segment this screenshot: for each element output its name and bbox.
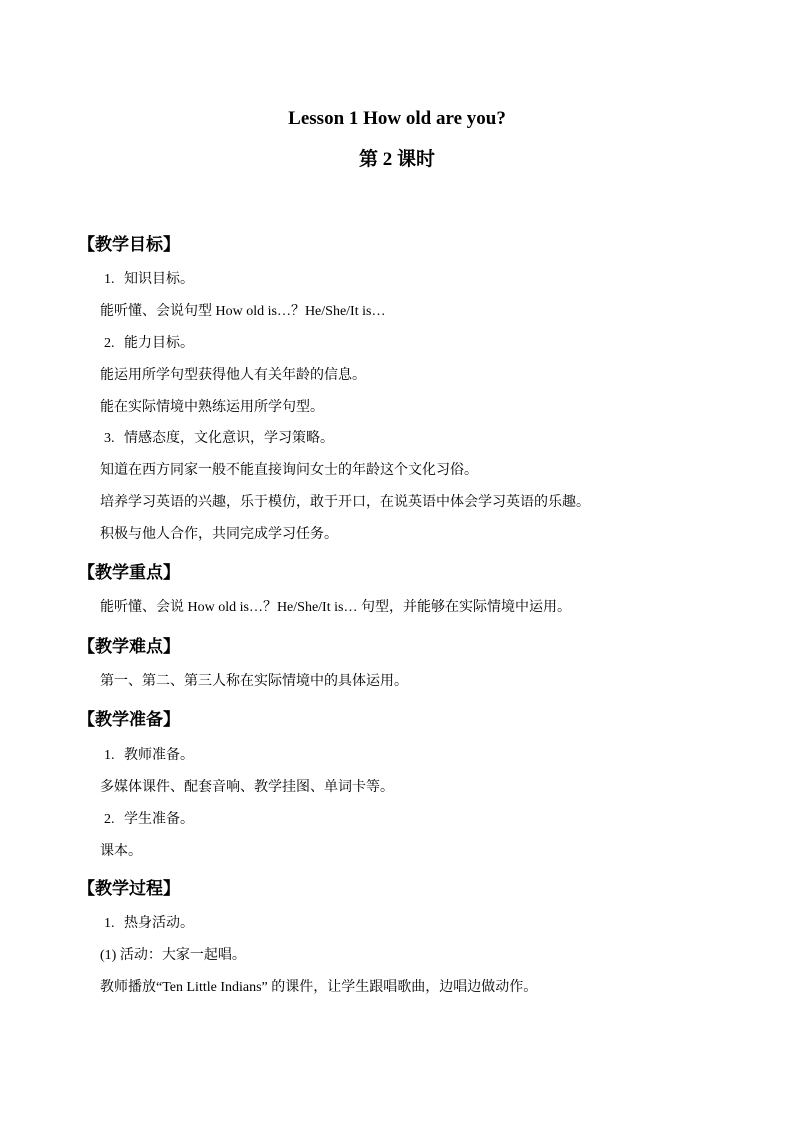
list-item: [100, 334, 194, 354]
item-number: 1.: [104, 272, 115, 287]
list-item: [100, 746, 194, 766]
item-text: 培养学习英语的兴趣，乐于模仿，敢于开口，在说英语中体会学习英语的乐趣。: [100, 495, 590, 510]
item-text: 教师准备。: [124, 748, 194, 763]
item-text: 能运用所学句型获得他人有关年龄的信息。: [100, 368, 366, 383]
list-item: [100, 525, 338, 545]
list-item: [100, 810, 194, 830]
list-item: [100, 493, 590, 513]
list-item: [100, 778, 394, 798]
item-number: 1.: [104, 916, 115, 931]
lesson-subtitle: 第 2 课时: [358, 149, 435, 170]
item-text: 知道在西方同家一般不能直接询问女士的年龄这个文化习俗。: [100, 463, 478, 478]
list-item: [100, 270, 194, 290]
list-item: [100, 398, 324, 418]
item-text: (1) 活动：大家一起唱。: [100, 948, 246, 963]
list-item: [100, 302, 385, 322]
item-text: 课本。: [100, 844, 142, 859]
list-item: [100, 598, 571, 618]
item-text: 教师播放“Ten Little Indians” 的课件，让学生跟唱歌曲，边唱边做动作。: [100, 980, 538, 995]
section-heading-process: 【教学过程】: [78, 879, 180, 898]
item-number: 1.: [104, 748, 115, 763]
item-text: 多媒体课件、配套音响、教学挂图、单词卡等。: [100, 780, 394, 795]
item-text: 第一、第二、第三人称在实际情境中的具体运用。: [100, 674, 408, 689]
item-text: 学生准备。: [124, 812, 194, 827]
list-item: [100, 842, 142, 862]
item-text: 知识目标。: [124, 272, 194, 287]
item-text: 情感态度，文化意识，学习策略。: [124, 431, 334, 446]
item-text: 积极与他人合作，共同完成学习任务。: [100, 527, 338, 542]
section-heading-preparation: 【教学准备】: [78, 710, 180, 729]
list-item: [100, 366, 366, 386]
section-heading-difficulties: 【教学难点】: [78, 637, 180, 656]
lesson-title: Lesson 1 How old are you?: [288, 108, 506, 129]
list-item: [100, 461, 478, 481]
item-text: 能力目标。: [124, 336, 194, 351]
item-number: 3.: [104, 431, 115, 446]
list-item: [100, 914, 194, 934]
item-number: 2.: [104, 336, 115, 351]
list-item: [100, 672, 408, 692]
list-item: [100, 978, 537, 998]
item-text: 热身活动。: [124, 916, 194, 931]
item-number: 2.: [104, 812, 115, 827]
item-text: 能在实际情境中熟练运用所学句型。: [100, 400, 324, 415]
section-heading-objectives: 【教学目标】: [78, 235, 180, 254]
section-heading-key-points: 【教学重点】: [78, 563, 180, 582]
list-item: [100, 946, 246, 966]
list-item: [100, 429, 334, 449]
item-text: 能听懂、会说 How old is…？He/She/It is… 句型，并能够在实际情境中运用。: [100, 600, 571, 615]
item-text: 能听懂、会说句型 How old is…？He/She/It is…: [100, 304, 386, 319]
